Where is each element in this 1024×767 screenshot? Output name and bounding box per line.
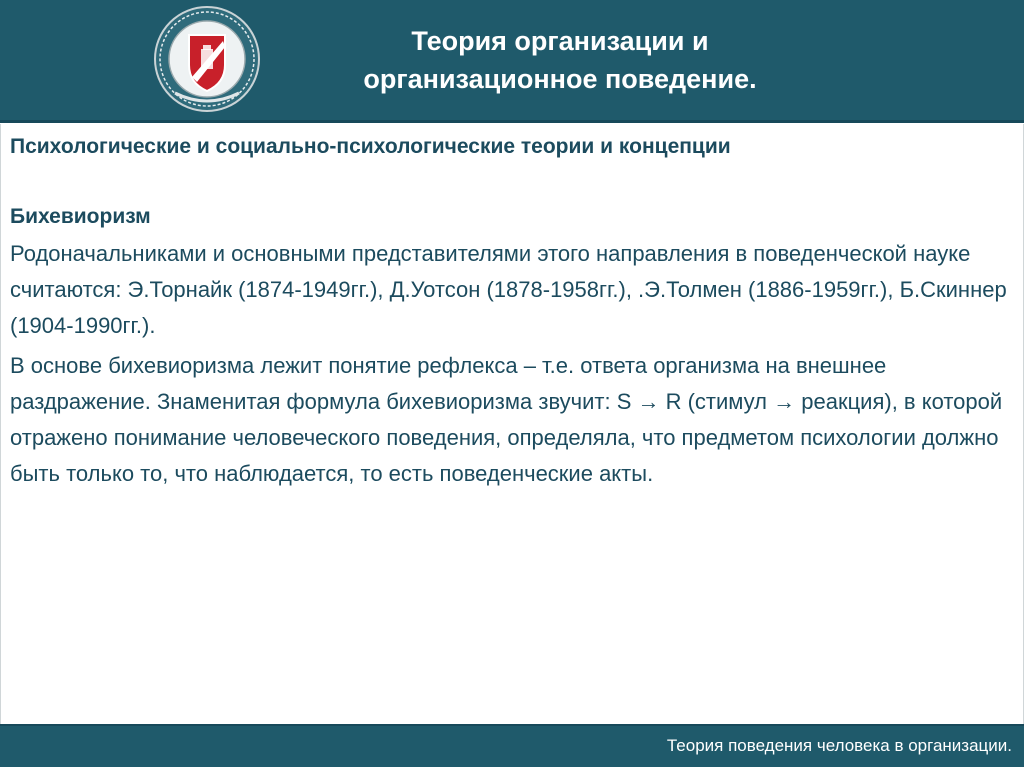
title-line-1: Теория организации и [411, 26, 709, 56]
slide-title [330, 22, 790, 98]
topic-heading: Бихевиоризм [10, 205, 151, 228]
university-seal-icon [145, 5, 270, 113]
footer-caption: Теория поведения человека в организации. [666, 736, 1012, 755]
section-subtitle: Психологические и социально-психологические теории и концепции [10, 135, 731, 158]
title-line-2: организационное поведение. [363, 64, 757, 94]
header-bar [0, 0, 1024, 123]
footer-bar [0, 724, 1024, 767]
content-area [0, 124, 1024, 724]
paragraph-founders: Родоначальниками и основными представителями этого направления в поведенческой науке считаются: Э.Торнайк (1874-1949гг.), Д.Уотсон (1878-1958гг.), .Э.Толмен (1886-1959гг.), Б.Скиннер (1904-1990гг.). [10, 241, 1007, 338]
paragraph-reflex: В основе бихевиоризма лежит понятие рефлекса – т.е. ответа организма на внешнее раздражение. Знаменитая формула бихевиоризма звучит: S → R (стимул → реакция), в которой отражено понимание человеческого поведения, определяла, что предметом психологии должно быть только то, что наблюдается, то есть поведенческие акты. [10, 353, 1003, 486]
